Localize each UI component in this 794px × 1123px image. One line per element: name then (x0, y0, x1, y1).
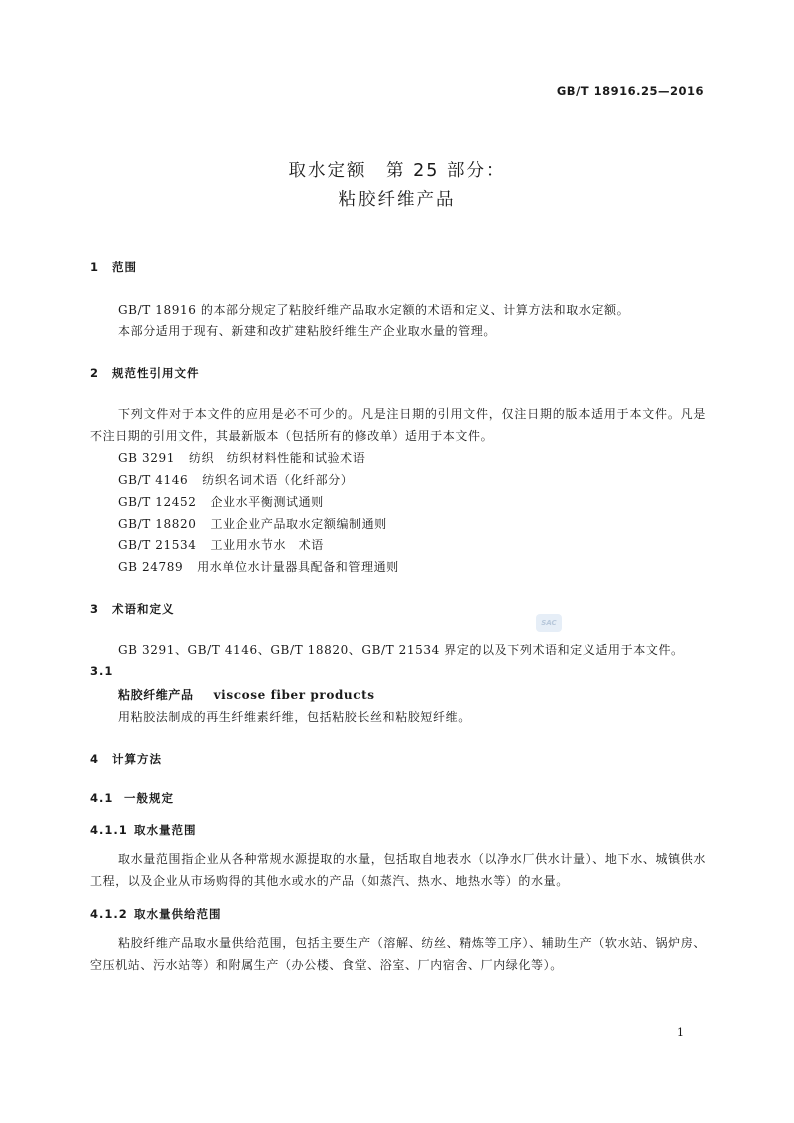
standard-code-header: GB/T 18916.25—2016 (556, 84, 704, 98)
section-title: 规范性引用文件 (112, 366, 200, 380)
section-number: 2 (90, 366, 100, 380)
term-chinese: 粘胶纤维产品 (118, 688, 194, 702)
section-2-intro: 下列文件对于本文件的应用是必不可少的。凡是注日期的引用文件，仅注日期的版本适用于本文件。凡是不注日期的引用文件，其最新版本（包括所有的修改单）适用于本文件。 (90, 407, 706, 443)
reference-title: 纺织名词术语（化纤部分） (202, 473, 354, 487)
subsection-4-1-2-text: 粘胶纤维产品取水量供给范围，包括主要生产（溶解、纺丝、精炼等工序）、辅助生产（软水站、锅炉房、空压机站、污水站等）和附属生产（办公楼、食堂、浴室、厂内宿舍、厂内绿化等）。 (90, 936, 706, 972)
term-number: 3.1 (90, 664, 114, 678)
reference-title: 工业用水节水 术语 (210, 538, 324, 552)
reference-code: GB/T 12452 (118, 495, 197, 509)
section-3-intro: GB 3291、GB/T 4146、GB/T 18820、GB/T 21534 界定的以及下列术语和定义适用于本文件。 (118, 643, 684, 657)
reference-code: GB/T 18820 (118, 517, 197, 531)
document-title-line1: 取水定额 第 25 部分： (288, 161, 506, 181)
subsection-title: 一般规定 (124, 791, 174, 805)
reference-title: 企业水平衡测试通则 (210, 495, 324, 509)
section-title: 范围 (112, 260, 137, 274)
section-title: 术语和定义 (112, 602, 175, 616)
section-1-paragraph-2: 本部分适用于现有、新建和改扩建粘胶纤维生产企业取水量的管理。 (118, 324, 497, 338)
reference-title: 工业企业产品取水定额编制通则 (210, 517, 387, 531)
reference-item (118, 558, 399, 575)
section-number: 4 (90, 752, 100, 766)
section-4-heading (90, 751, 162, 767)
subsection-number: 4.1 (90, 791, 114, 805)
section-1-heading (90, 259, 137, 275)
document-title-line2: 粘胶纤维产品 (338, 190, 456, 210)
section-number: 1 (90, 260, 100, 274)
reference-item (118, 449, 365, 466)
subsection-4-1-1-heading (90, 822, 197, 838)
subsection-number: 4.1.1 (90, 823, 128, 837)
reference-title: 用水单位水计量器具配备和管理通则 (197, 560, 399, 574)
term-definition: 用粘胶法制成的再生纤维素纤维，包括粘胶长丝和粘胶短纤维。 (118, 710, 471, 724)
reference-code: GB/T 4146 (118, 473, 189, 487)
section-2-heading (90, 365, 200, 381)
section-title: 计算方法 (112, 752, 162, 766)
reference-item (118, 493, 324, 510)
reference-item (118, 471, 353, 488)
reference-item (118, 536, 324, 553)
page-number: 1 (677, 1026, 684, 1039)
reference-title: 纺织 纺织材料性能和试验术语 (188, 451, 366, 465)
reference-code: GB 24789 (118, 560, 184, 574)
section-3-heading (90, 601, 175, 617)
section-1-paragraph-1: GB/T 18916 的本部分规定了粘胶纤维产品取水定额的术语和定义、计算方法和取水定额。 (118, 303, 630, 317)
subsection-4-1-1-text: 取水量范围指企业从各种常规水源提取的水量，包括取自地表水（以净水厂供水计量）、地下水、城镇供水工程，以及企业从市场购得的其他水或水的产品（如蒸汽、热水、地热水等）的水量。 (90, 852, 706, 888)
sac-watermark-logo: SAC (536, 614, 562, 632)
subsection-4-1-heading (90, 790, 174, 806)
section-number: 3 (90, 602, 100, 616)
term-entry (118, 686, 375, 703)
subsection-4-1-2-heading (90, 906, 222, 922)
subsection-title: 取水量范围 (134, 823, 197, 837)
reference-item (118, 515, 387, 532)
subsection-number: 4.1.2 (90, 907, 128, 921)
subsection-title: 取水量供给范围 (134, 907, 222, 921)
reference-code: GB/T 21534 (118, 538, 197, 552)
term-english: viscose fiber products (213, 688, 375, 702)
reference-code: GB 3291 (118, 451, 175, 465)
